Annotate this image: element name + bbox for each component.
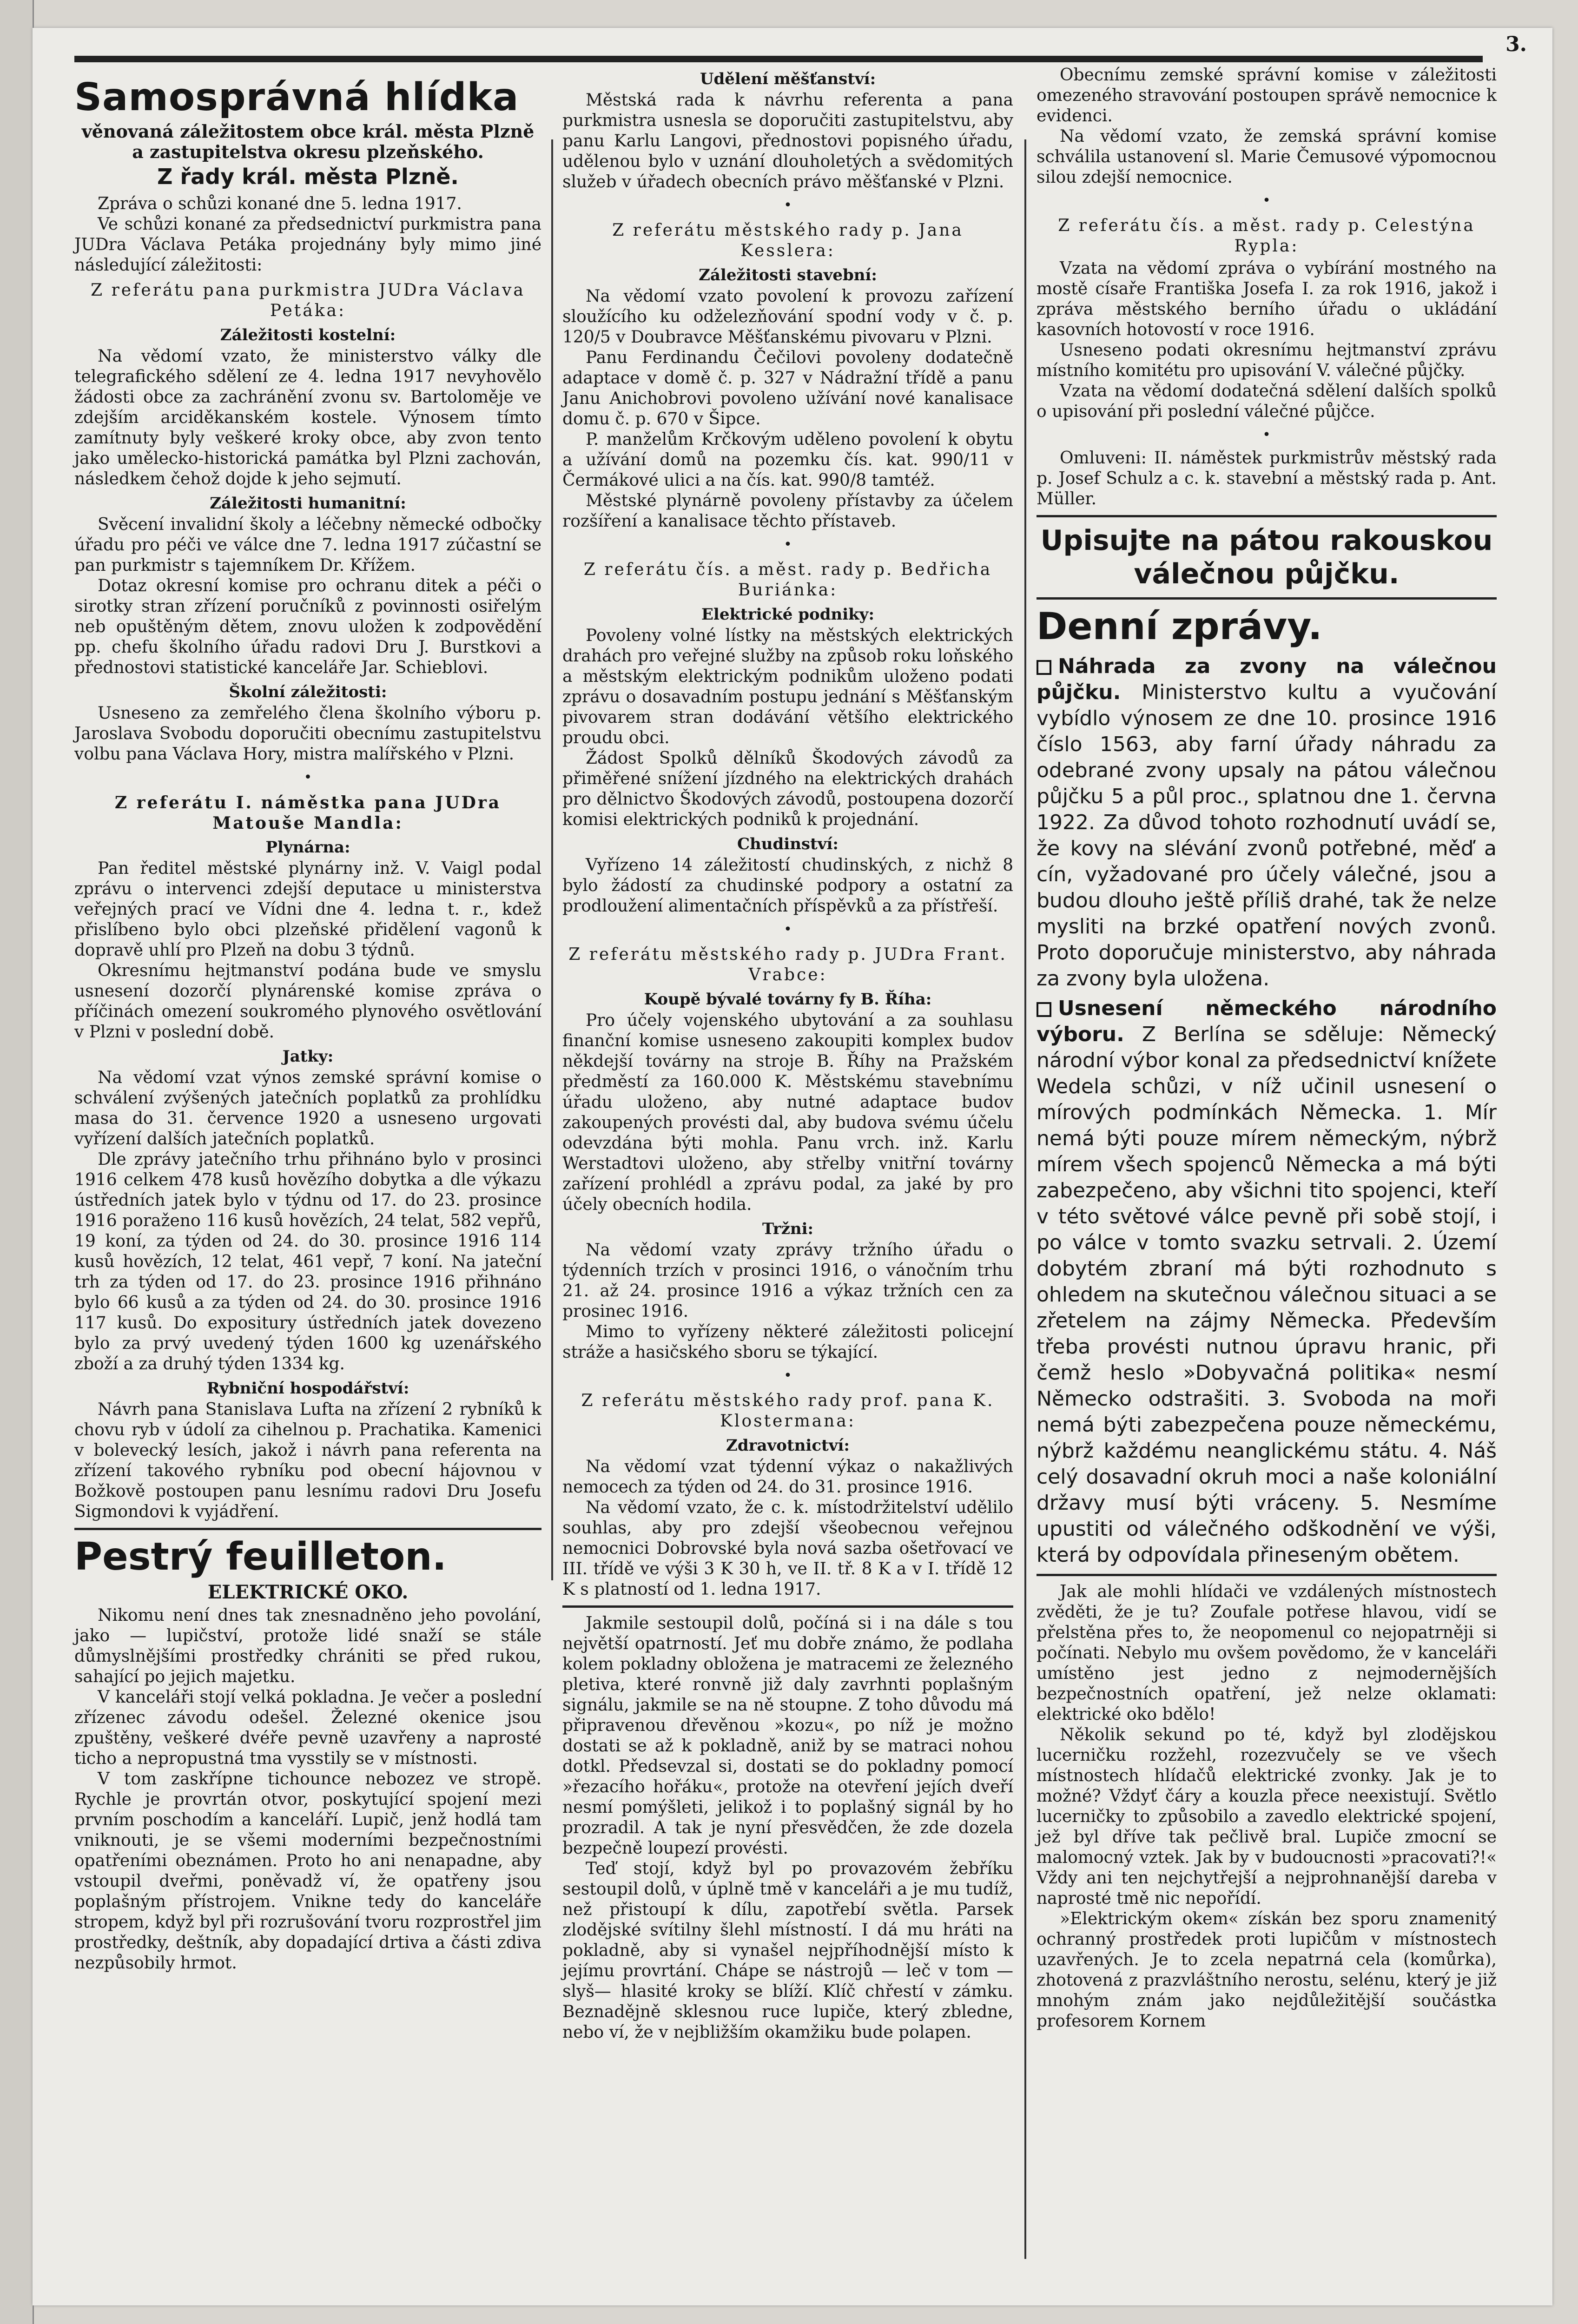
report-intro: Zpráva o schůzi konané dne 5. ledna 1917. (98, 194, 462, 213)
war-loan-banner: Upisujte na pátou rakouskou válečnou půjčku. (1040, 524, 1493, 590)
paragraph: Dotaz okresní komise pro ochranu ditek a péči o sirotky stran zřízení poručníků z povinnosti osiřelým neb opuštěným dětem, znovu uložen k zodpovědění pp. chefu školního úřadu radovi Dru J. Burstkovi a přednostovi statistické kanceláře Jar. Schieblovi. (74, 576, 541, 677)
paragraph: Na vědomí vzato, že c. k. místodržitelství udělilo souhlas, aby pro zdejší všeobecnou veřejnou nemocnici Dobrovské byla nová sazba ošetřovací ve III. třídě ve výši 3 K 30 h, ve II. tř. 8 K a v I. třídě 12 K s platností od 1. ledna 1917. (562, 1498, 1013, 1599)
section-heading: Z řady král. města Plzně. (157, 164, 459, 189)
square-bullet-icon (1037, 660, 1051, 675)
referat-heading: Z referátu pana purkmistra JUDra Václava Petáka: (91, 281, 525, 320)
paragraph: Městské plynárně povoleny přístavby za účelem rozšíření a kanalisace těchto přístaveb. (562, 491, 1013, 531)
subsection-heading: Chudinství: (737, 835, 839, 853)
column-rule-2 (1024, 139, 1026, 2259)
section-divider (1037, 597, 1497, 600)
referat-heading: Z referátu městského rady p. Jana Kesslera: (612, 221, 964, 260)
subsection-heading: Záležitosti stavební: (699, 266, 877, 284)
news-item (1037, 654, 1497, 992)
news-block (1037, 654, 1497, 1568)
subsection-heading: Koupě bývalé továrny fy B. Říha: (644, 990, 932, 1009)
subsection-heading: Jatky: (282, 1047, 334, 1066)
news-body: Z Berlína se sděluje: Německý národní výbor konal za předsednictví knížete Wedela schůzi, v níž učinil usnesení o mírových podmínkách Německa. 1. Mír nemá býti pouze mírem německým, nýbrž mírem všech spojenců Německa a má býti zabezpečeno, aby všichni tito spojenci, kteří v této světové válce pevně při sobě stojí, i po válce v tomto svazku setrvali. 2. Území dobytém zbraní má býti rozhodnuto s ohledem na skutečnou válečnou situaci a se zřetelem na zájmy Německa. Především třeba provésti nutnou úpravu hranic, při čemž heslo »Dobyvačná politika« nesmí Německo odstrašiti. 3. Svoboda na moři nemá býti zabezpečena pouze německému, nýbrž každému neanglickému státu. 4. Náš celý dosavadní okruh moci a naše koloniální državy musí býti vráceny. 5. Nesmíme upustiti od válečného odškodnění ve výši, která by odpovídala přineseným obětem. (1037, 1023, 1497, 1567)
feuilleton-title: Pestrý feuilleton. (74, 1535, 447, 1579)
section-divider (1037, 515, 1497, 517)
paragraph: Svěcení invalidní školy a léčebny německé odbočky úřadu pro péči ve válce dne 7. ledna 1917 zúčastní se pan purkmistr s tajemníkem Dr. Křížem. (74, 515, 541, 575)
page-number: 3. (1505, 33, 1527, 56)
referat-heading: Z referátu čís. a měst. rady p. Bedřicha Buriánka: (583, 560, 992, 600)
paragraph: Na vědomí vzaty zprávy tržního úřadu o týdenních trzích v prosinci 1916, o vánočním trhu 21. až 24. prosince 1916 a výkaz tržních cen za prosinec 1916. (562, 1241, 1013, 1321)
separator-star: • (784, 197, 792, 213)
separator-star: • (784, 921, 792, 938)
paragraph: Pan ředitel městské plynárny inž. V. Vaigl podal zprávu o intervenci zdejší deputace u ministerstva veřejných prací ve Vídni dne 4. ledna t. r., kdež přislíbeno bylo obci plzeňské přidělení vagonů k dopravě uhlí pro Plzeň na dobu 3 týdnů. (74, 859, 541, 960)
paragraph: Povoleny volné lístky na městských elektrických drahách pro veřejné služby na způsob roku loňského a městským elektrickým podnikům uloženo podati zprávu o dosavadním postupu jednání s Měšťanským pivovarem stran dodávání většího elektrického proudu obci. (562, 626, 1013, 747)
paragraph: Několik sekund po té, když byl zlodějskou lucerničku rozžehl, rozezvučely se ve všech místnostech hlídačů elektrické zvonky. Jak je to možné? Vždyť čáry a kouzla přece neexistují. Světlo lucerničky to způsobilo a zavedlo elektrické spojení, jež byl dříve tak pečlivě bral. Lupiče zmocní se malomocný vztek. Jak by v budoucnosti »pracovati?!« Vždy ani ten nejchytřejší a nejprohnanější dareba v naprosté tmě nic nepořídí. (1037, 1725, 1497, 1908)
news-item (1037, 996, 1497, 1568)
referat-heading: Z referátu I. náměstka pana JUDra Matouše Mandla: (114, 793, 502, 833)
referat-heading: Z referátu městského rady prof. pana K. Klostermana: (581, 1391, 995, 1431)
paragraph: Na vědomí vzat týdenní výkaz o nakažlivých nemocech za týden od 24. do 31. prosince 1916. (562, 1457, 1013, 1497)
paragraph: V kanceláři stojí velká pokladna. Je večer a poslední zřízenec závodu odešel. Železné okenice jsou zpuštěny, veškeré dvéře pevně uzavřeny a naprosté ticho a nepropustná tma vysstily se v místnosti. (74, 1688, 541, 1768)
paragraph: Vyřízeno 14 záležitostí chudinských, z nichž 8 bylo žádostí za chudinské podpory a ostatní za prodloužení alimentačních příspěvků a za přístřeší. (562, 856, 1013, 916)
paragraph: Usneseno podati okresnímu hejtmanství zprávu místního komitétu pro upisování V. válečné půjčky. (1037, 341, 1497, 380)
paragraph: Žádost Spolků dělníků Škodových závodů za přiměřené snížení jízdného na elektrických drahách pro dělnictvo Škodových závodů, postoupena dozorčí komisi elektrických podniků k projednání. (562, 749, 1013, 829)
paragraph: Městská rada k návrhu referenta a pana purkmistra usnesla se doporučiti zastupitelstvu, aby panu Karlu Langovi, přednostovi popisného úřadu, udělenou bylo v uznání dlouholetých a svědomitých služeb v úřadech obecních právo měšťanské v Plzni. (562, 91, 1013, 191)
separator-star: • (304, 769, 312, 786)
subsection-heading: Rybniční hospodářství: (206, 1379, 409, 1398)
section-divider (74, 1528, 541, 1530)
referat-heading: Z referátu městského rady p. JUDra Frant. Vrabce: (568, 945, 1007, 984)
paragraph: Dle zprávy jatečního trhu přihnáno bylo v prosinci 1916 celkem 478 kusů hovězího dobytka a dle výkazu ústředních jatek bylo v týdnu od 17. do 23. prosince 1916 poraženo 116 kusů hovězích, 24 telat, 582 vepřů, 19 koní, za týden od 24. do 30. prosince 1916 114 kusů hovězích, 12 telat, 461 vepř, 7 koní. Na jateční trh za týden od 17. do 23. prosince 1916 přihnáno bylo 66 kusů a za týden od 24. do 30. prosince 1916 117 kusů. Do expositury ústředních jatek dovezeno bylo za prvý uvedený týden 1600 kg uzenářského zboží a za druhý týden 1334 kg. (74, 1150, 541, 1373)
separator-star: • (784, 1367, 792, 1384)
paragraph: Vzata na vědomí dodatečná sdělení dalších spolků o upisování při poslední válečné půjčce. (1037, 382, 1497, 421)
paragraph: »Elektrickým okem« získán bez sporu znamenitý ochranný prostředek proti lupičům v místnostech uzavřených. Je to zcela nepatrná cela (komůrka), zhotovená z prazvláštního nerostu, selénu, který je již mnohým znám jako nejdůležitější součástka profesorem Kornem (1037, 1909, 1497, 2031)
paragraph: Jak ale mohli hlídači ve vzdálených místnostech zvěděti, že je tu? Zoufale potřese hlavou, vidí se přelstěna přes to, že neopomenul co nejopatrněji si počínati. Nebylo mu ovšem povědomo, že v kanceláři umístěno jest jedno z nejmodernějších bezpečnostních opatření, jež nelze oklamati: elektrické oko bdělo! (1037, 1582, 1497, 1724)
news-headline: Usnesení německého národního výboru. (1037, 997, 1497, 1046)
subsection-heading: Elektrické podniky: (701, 605, 874, 624)
paragraph: Na vědomí vzato, že zemská správní komise schválila ustanovení sl. Marie Čemusové výpomocnou silou zdejší nemocnice. (1037, 127, 1497, 187)
paragraph: Teď stojí, když byl po provazovém žebříku sestoupil dolů, v úplně tmě v kanceláři a je mu tudíž, než přistoupí k dílu, zapotřebí světla. Parsek zlodějské svítilny šlehl místností. I dá mu hráti na pokladně, aby si vynašel nejpříhodnější místo k jejímu provrtání. Chápe se nástrojů — leč v tom — slyš— hlasité kroky se blíží. Klíč chřestí v zámku. Beznadějně sklesnou ruce lupiče, který zbledne, nebo ví, že v nejbližším okamžiku bude polapen. (562, 1859, 1013, 2042)
paragraph: Vzata na vědomí zpráva o vybírání mostného na mostě císaře Františka Josefa I. za rok 1916, jakož i zpráva městského berního úřadu o ukládání kasovních hotovostí v roce 1916. (1037, 259, 1497, 339)
subsection-heading: Plynárna: (265, 838, 350, 857)
paragraph: P. manželům Krčkovým uděleno povolení k obytu a užívání domů na pozemku čís. kat. 990/11 v Čermákové ulici a na čís. kat. 990/8 tamtéž. (562, 430, 1013, 490)
paragraph: Panu Ferdinandu Čečilovi povoleny dodatečně adaptace v domě č. p. 327 v Nádražní třídě a panu Janu Anichobrovi povoleno užívání nové kanalisace domu č. p. 670 v Šipce. (562, 348, 1013, 429)
header-rule (74, 56, 1483, 62)
separator-star: • (1262, 427, 1271, 443)
separator-star: • (1262, 192, 1271, 209)
paragraph: Obecnímu zemské správní komise v záležitosti omezeného stravování postoupen správě nemocnice k evidenci. (1037, 66, 1497, 125)
subsection-heading: Udělení měšťanství: (700, 70, 876, 88)
section-divider (1037, 1574, 1497, 1576)
column-2 (562, 65, 1013, 2043)
referat-heading: Z referátu čís. a měst. rady p. Celestýna Rypla: (1058, 216, 1475, 256)
section-divider (562, 1605, 1013, 1608)
paragraph: Jakmile sestoupil dolů, počíná si i na dále s tou největší opatrností. Jeť mu dobře známo, že podlaha kolem pokladny obložena je matracemi ze železného pletiva, které ronvně již daly zavrhnti poplašným signálu, jakmile se na ně stoupne. Z toho důvodu má připravenou dřevěnou »kozu«, po níž je možno dostati se až k pokladně, aniž by se matraci nohou dotkl. Předsevzal si, dostati se do pokladny pomocí »řezacího hořáku«, protože na otevření jejích dveří nesmí pomýšleti, jelikož i to poplašný signál by ho prozradil. A tak je nyní přesvědčen, že zde dozela bezpečně loupezí provésti. (562, 1614, 1013, 1858)
news-headline: Náhrada za zvony na válečnou půjčku. (1037, 654, 1497, 704)
subsection-heading: Školní záležitosti: (229, 683, 387, 701)
square-bullet-icon (1037, 1002, 1051, 1017)
section-title-samospravna: Samosprávná hlídka (74, 75, 519, 119)
paragraph: Okresnímu hejtmanství podána bude ve smyslu usnesení dozorčí plynárenské komise zpráva o příčinách omezení soukromého plynového osvětlování v Plzni v poslední době. (74, 961, 541, 1042)
subsection-heading: Tržni: (762, 1220, 814, 1238)
paragraph: Nikomu není dnes tak znesnadněno jeho povolání, jako — lupičství, protože lidé snaží se stále důmyslnějšími prostředky chrániti se před rukou, sahající po jejich majetku. (74, 1606, 541, 1686)
paragraph: Usneseno za zemřelého člena školního výboru p. Jaroslava Svobodu doporučiti obecnímu zastupitelstvu volbu pana Václava Hory, mistra malířského v Plzni. (74, 704, 541, 764)
subsection-heading: Záležitosti kostelní: (220, 326, 396, 344)
paragraph: Ve schůzi konané za předsednictví purkmistra pana JUDra Václava Petáka projednány byly mimo jiné následující záležitosti: (74, 215, 541, 275)
column-rule-1 (551, 139, 553, 1580)
paragraph: Mimo to vyřízeny některé záležitosti policejní stráže a hasičského sboru se týkající. (562, 1322, 1013, 1362)
section-subtitle: věnovaná záležitostem obce král. města Plzně a zastupitelstva okresu plzeňského. (81, 121, 535, 162)
paragraph: Návrh pana Stanislava Lufta na zřízení 2 rybníků k chovu ryb v údolí za cihelnou p. Prachatika. Kamenici v bolevecký lesích, jakož i návrh pana referenta na zřízení takového rybníku pod obecní hájovnou v Božkově postoupen panu lesnímu radovi Dru Josefu Sigmondovi k vyjádření. (74, 1400, 541, 1521)
paragraph: Na vědomí vzat výnos zemské správní komise o schválení zvýšených jatečních poplatků za prohlídku masa do 31. července 1920 a usneseno urgovati vyřízení dalších jatečních poplatků. (74, 1068, 541, 1149)
paragraph: V tom zaskřípne tichounce nebozez ve stropě. Rychle je provrtán otvor, poskytující spojení mezi prvním poschodím a kanceláří. Lupič, jenž hodlá tam vniknouti, je se všemi moderními bezpečnostními opatřeními obeznámen. Proto ho ani nenapadne, aby vstoupil dveřmi, poněvadž ví, že opatřeny jsou poplašným přístrojem. Vnikne tedy do kanceláře stropem, když byl při rozrušování tvoru rozprostřel jim prostředky, deštník, aby dopadající drtiva a části zdiva nezpůsobily hrmot. (74, 1769, 541, 1973)
paragraph: Na vědomí vzato povolení k provozu zařízení sloužícího ku odželezňování spodní vody v č. p. 120/5 v Doubravce Měšťanskému pivovaru v Plzni. (562, 287, 1013, 347)
separator-star: • (784, 536, 792, 553)
column-3 (1037, 65, 1497, 2032)
column-1 (74, 77, 541, 1974)
news-body: Ministerstvo kultu a vyučování vybídlo výnosem ze dne 10. prosince 1916 číslo 1563, aby farní úřady náhradu za odebrané zvony upsaly na pátou válečnou půjčku 5 a půl proc., splatnou dne 1. června 1922. Za důvod tohoto rozhodnutí uvádí se, že kovy na slévání zvonů potřebné, měď a cín, vyžadované pro účely válečné, jsou a budou dlouho ještě příliš drahé, tak že nelze mysliti na brzké opatření nových zvonů. Proto doporučuje ministerstvo, aby náhrada za zvony byla uložena. (1037, 680, 1497, 990)
paragraph: Na vědomí vzato, že ministerstvo války dle telegrafického sdělení ze 4. ledna 1917 nevyhovělo žádosti obce za zachránění zvonu sv. Bartoloměje ve zdejším arciděkanském kostele. Výnosem tímto zamítnuty byly veškeré kroky obce, aby zvon tento jako umělecko-historická památka byl Plzni zachován, následkem čehož dojde k jeho sejmutí. (74, 347, 541, 489)
paragraph: Pro účely vojenského ubytování a za souhlasu finanční komise usneseno zakoupiti komplex budov někdejší továrny na stroje B. Říhy na Pražském předměstí za 160.000 K. Městskému stavebnímu úřadu uloženo, aby nutné adaptace budov zakoupených provésti dal, aby budova svému účelu odevzdána býti mohla. Panu vrch. inž. Karlu Werstadtovi uloženo, aby střelby vnitřní továrny zařízení prohlédl a zprávu podal, za jaké by pro účely obecních hodila. (562, 1011, 1013, 1214)
subsection-heading: Záležitosti humanitní: (210, 494, 406, 513)
feuilleton-subtitle: ELEKTRICKÉ OKO. (207, 1581, 409, 1603)
subsection-heading: Zdravotnictví: (726, 1436, 850, 1455)
daily-news-title: Denní zprávy. (1037, 605, 1322, 648)
paragraph: Omluveni: II. náměstek purkmistrův městský rada p. Josef Schulz a c. k. stavební a městský rada p. Ant. Müller. (1037, 449, 1497, 508)
adjacent-page-strip (0, 0, 34, 2324)
